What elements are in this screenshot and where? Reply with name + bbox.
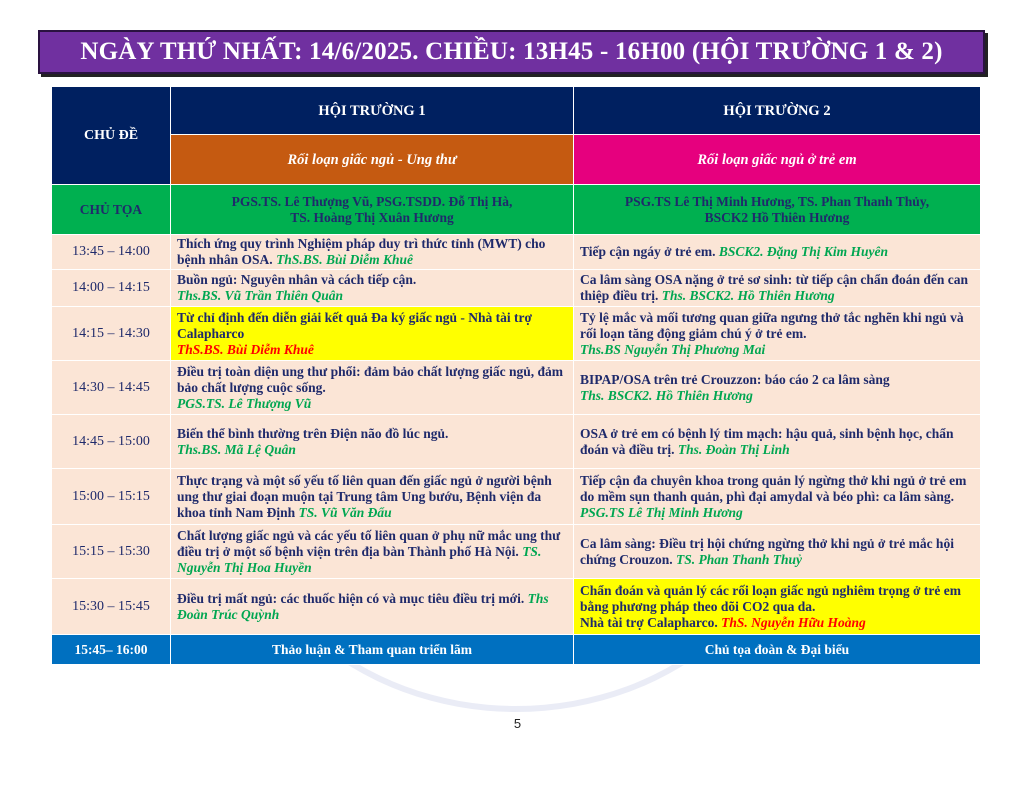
hall-2-talk bbox=[574, 307, 981, 361]
speaker-name: PSG.TS Lê Thị Minh Hương bbox=[580, 504, 743, 520]
talk-title: Chất lượng giấc ngủ và các yếu tố liên quan ở phụ nữ mắc ung thư điều trị ở một số bệnh viện trên địa bàn Thành phố Hà Nội. bbox=[177, 527, 561, 559]
hall-2-talk bbox=[574, 415, 981, 469]
talk-title: Điều trị toàn diện ung thư phổi: đảm bảo chất lượng giấc ngủ, đảm bảo chất lượng cuộc sống. bbox=[177, 363, 563, 395]
speaker-name: ThS.BS. Bùi Diễm Khuê bbox=[276, 252, 413, 267]
hall-1-chairs bbox=[171, 185, 574, 235]
session-time: 15:30 – 15:45 bbox=[52, 579, 171, 635]
hall-1-chairs-line-2: TS. Hoàng Thị Xuân Hương bbox=[290, 209, 454, 225]
session-time: 15:00 – 15:15 bbox=[52, 469, 171, 525]
speaker-name: TS. Vũ Văn Đẩu bbox=[298, 504, 392, 520]
speaker-name: BSCK2. Đặng Thị Kim Huyên bbox=[718, 244, 889, 259]
hall-2-talk bbox=[574, 525, 981, 579]
speaker-name: TS. Nguyễn Thị Hoa Huyền bbox=[177, 543, 542, 575]
talk-title: Tiếp cận ngáy ở trẻ em. bbox=[580, 244, 716, 259]
hall-1-talk bbox=[171, 270, 574, 307]
hall-1-talk bbox=[171, 525, 574, 579]
speaker-name: Ths. Đoàn Thị Linh bbox=[677, 441, 790, 457]
footer-row bbox=[52, 635, 981, 665]
speaker-name: ThS.BS. Bùi Diễm Khuê bbox=[177, 341, 314, 357]
hall-1-talk bbox=[171, 361, 574, 415]
session-row bbox=[52, 361, 981, 415]
talk-title: Ca lâm sàng: Điều trị hội chứng ngừng thở khi ngủ ở trẻ mắc hội chứng Crouzon. bbox=[580, 535, 954, 567]
hall-2-theme: Rối loạn giấc ngủ ở trẻ em bbox=[574, 135, 981, 185]
speaker-name: Ths. BSCK2. Hồ Thiên Hương bbox=[580, 387, 753, 403]
session-row bbox=[52, 415, 981, 469]
speaker-name: ThS. Nguyễn Hữu Hoàng bbox=[721, 614, 866, 630]
header-row-halls bbox=[52, 87, 981, 135]
session-time: 14:30 – 14:45 bbox=[52, 361, 171, 415]
speaker-name: Ths Đoàn Trúc Quỳnh bbox=[177, 590, 549, 622]
session-time: 14:45 – 15:00 bbox=[52, 415, 171, 469]
footer-hall-2: Chủ tọa đoàn & Đại biểu bbox=[574, 635, 981, 665]
talk-title: Buồn ngủ: Nguyên nhân và cách tiếp cận. bbox=[177, 272, 417, 287]
hall-1-theme: Rối loạn giấc ngủ - Ung thư bbox=[171, 135, 574, 185]
session-time: 14:15 – 14:30 bbox=[52, 307, 171, 361]
talk-title: Điều trị mất ngủ: các thuốc hiện có và mục tiêu điều trị mới. bbox=[177, 590, 525, 606]
hall-1-talk bbox=[171, 579, 574, 635]
topic-label: CHỦ ĐỀ bbox=[52, 87, 171, 185]
hall-1-talk bbox=[171, 235, 574, 270]
hall-1-talk bbox=[171, 469, 574, 525]
hall-2-title: HỘI TRƯỜNG 2 bbox=[574, 87, 981, 135]
hall-2-talk-sponsored bbox=[574, 579, 981, 635]
talk-title: Ca lâm sàng OSA nặng ở trẻ sơ sinh: từ tiếp cận chẩn đoán đến can thiệp điều trị. bbox=[580, 272, 968, 303]
talk-title: Thực trạng và một số yếu tố liên quan đến giấc ngủ ở người bệnh ung thư giai đoạn muộn tại Trung tâm Ung bướu, Bệnh viện đa khoa tỉnh Nam Định bbox=[177, 472, 552, 520]
talk-title: BIPAP/OSA trên trẻ Crouzzon: báo cáo 2 ca lâm sàng bbox=[580, 371, 890, 387]
hall-2-talk bbox=[574, 361, 981, 415]
hall-1-chairs-line-1: PGS.TS. Lê Thượng Vũ, PSG.TSDD. Đỗ Thị Hà, bbox=[231, 193, 513, 209]
header-row-themes bbox=[52, 135, 981, 185]
talk-title: Từ chỉ định đến diễn giải kết quả Đa ký giấc ngủ - Nhà tài trợ Calapharco bbox=[177, 309, 533, 341]
session-row bbox=[52, 307, 981, 361]
hall-1-title: HỘI TRƯỜNG 1 bbox=[171, 87, 574, 135]
footer-time: 15:45– 16:00 bbox=[52, 635, 171, 665]
chair-row bbox=[52, 185, 981, 235]
talk-title: Tiếp cận đa chuyên khoa trong quản lý ngừng thở khi ngủ ở trẻ em do mềm sụn thanh quản, phì đại amydal và béo phì: ca lâm sàng. bbox=[580, 472, 967, 504]
session-time: 13:45 – 14:00 bbox=[52, 235, 171, 270]
sponsor-note: Nhà tài trợ Calapharco. bbox=[580, 614, 718, 630]
session-row bbox=[52, 469, 981, 525]
hall-2-talk bbox=[574, 469, 981, 525]
session-row bbox=[52, 525, 981, 579]
hall-2-talk bbox=[574, 270, 981, 307]
hall-2-chairs-line-1: PSG.TS Lê Thị Minh Hương, TS. Phan Thanh Thủy, bbox=[624, 193, 930, 209]
footer-hall-1: Thảo luận & Tham quan triển lãm bbox=[171, 635, 574, 665]
hall-2-talk bbox=[574, 235, 981, 270]
speaker-name: Ths.BS. Vũ Trần Thiên Quân bbox=[177, 288, 344, 303]
session-time: 14:00 – 14:15 bbox=[52, 270, 171, 307]
chair-label: CHỦ TỌA bbox=[52, 185, 171, 235]
talk-title: Chẩn đoán và quản lý các rối loạn giấc ngủ nghiêm trọng ở trẻ em bằng phương pháp theo dõi CO2 qua da. bbox=[580, 582, 961, 614]
talk-title: Biến thể bình thường trên Điện não đồ lúc ngủ. bbox=[177, 425, 449, 441]
session-time: 15:15 – 15:30 bbox=[52, 525, 171, 579]
hall-1-talk bbox=[171, 415, 574, 469]
speaker-name: PGS.TS. Lê Thượng Vũ bbox=[177, 395, 312, 411]
hall-1-talk-sponsored bbox=[171, 307, 574, 361]
schedule-table bbox=[51, 86, 981, 665]
talk-title: Tỷ lệ mắc và mối tương quan giữa ngưng thở tắc nghẽn khi ngủ và rối loạn tăng động giảm chú ý ở trẻ em. bbox=[580, 309, 964, 341]
hall-2-chairs bbox=[574, 185, 981, 235]
speaker-name: Ths. BSCK2. Hồ Thiên Hương bbox=[661, 288, 835, 303]
page-number: 5 bbox=[513, 716, 522, 731]
speaker-name: Ths.BS. Mã Lệ Quân bbox=[177, 441, 296, 457]
speaker-name: Ths.BS Nguyễn Thị Phương Mai bbox=[580, 341, 766, 357]
talk-title: OSA ở trẻ em có bệnh lý tim mạch: hậu quả, sinh bệnh học, chẩn đoán và điều trị. bbox=[580, 425, 954, 457]
day-banner: NGÀY THỨ NHẤT: 14/6/2025. CHIỀU: 13H45 - 16H00 (HỘI TRƯỜNG 1 & 2) bbox=[38, 30, 985, 74]
session-row bbox=[52, 270, 981, 307]
hall-2-chairs-line-2: BSCK2 Hồ Thiên Hương bbox=[704, 209, 850, 225]
session-row bbox=[52, 579, 981, 635]
speaker-name: TS. Phan Thanh Thuỷ bbox=[676, 551, 803, 567]
talk-title: Thích ứng quy trình Nghiệm pháp duy trì thức tỉnh (MWT) cho bệnh nhân OSA. bbox=[177, 236, 546, 267]
session-row bbox=[52, 235, 981, 270]
